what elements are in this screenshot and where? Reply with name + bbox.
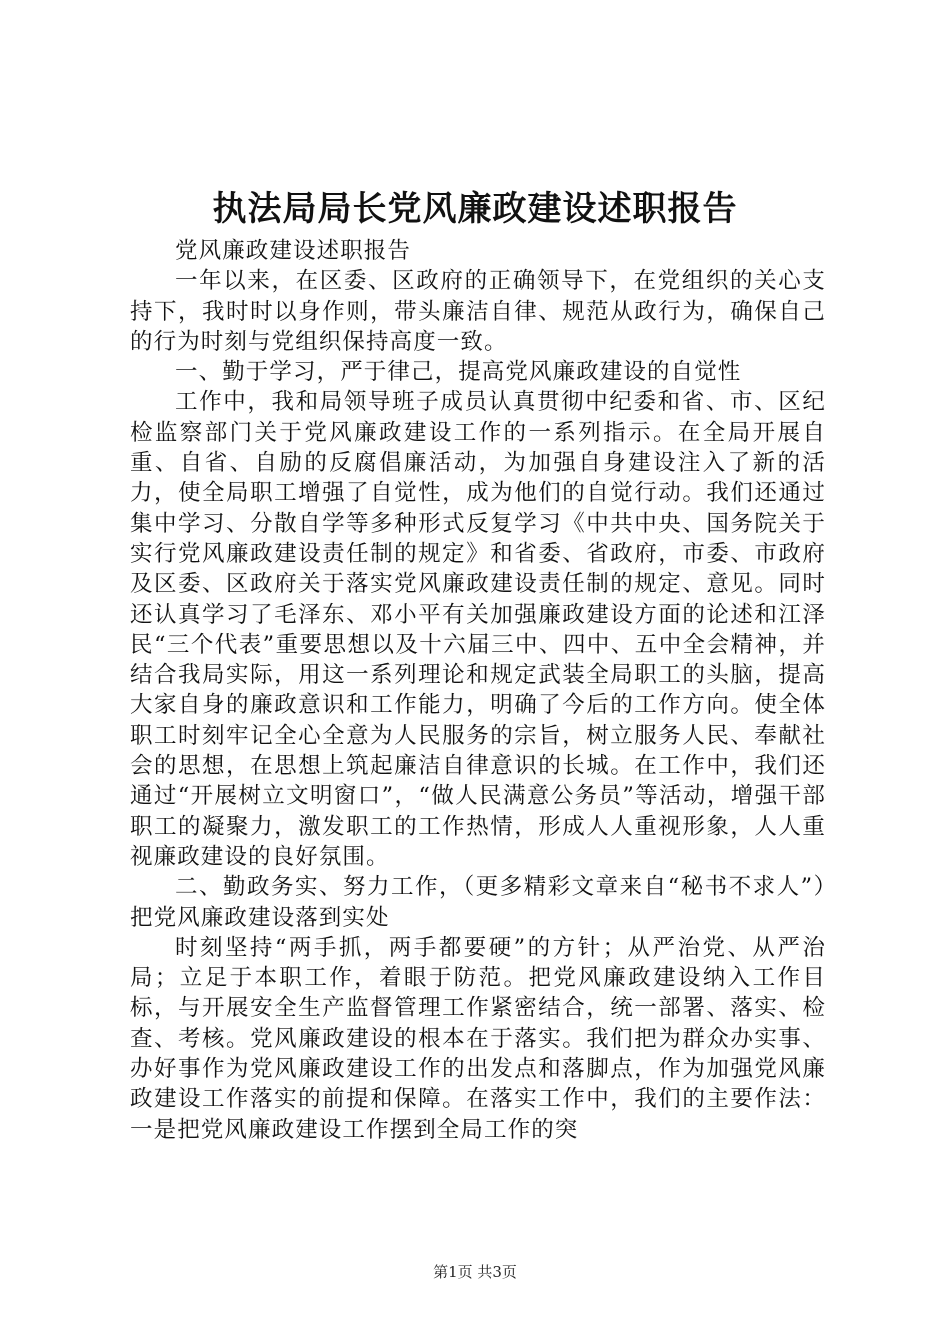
subtitle-paragraph: 党风廉政建设述职报告 xyxy=(175,238,412,264)
document-body xyxy=(130,236,826,1145)
section-2-paragraph: 时刻坚持“两手抓，两手都要硬”的方针；从严治党、从严治局；立足于本职工作，着眼于防范。把党风廉政建设纳入工作目标，与开展安全生产监督管理工作紧密结合，统一部署、落实、检查、考核。党风廉政建设的根本在于落实。我们把为群众办实事、办好事作为党风廉政建设工作的出发点和落脚点，作为加强党风廉政建设工作落实的前提和保障。在落实工作中，我们的主要作法：一是把党风廉政建设工作摆到全局工作的突 xyxy=(130,934,826,1143)
section-1-paragraph: 工作中，我和局领导班子成员认真贯彻中纪委和省、市、区纪检监察部门关于党风廉政建设工作的一系列指示。在全局开展自重、自省、自励的反腐倡廉活动，为加强自身建设注入了新的活力，使全局职工增强了自觉性，成为他们的自觉行动。我们还通过集中学习、分散自学等多种形式反复学习《中共中央、国务院关于实行党风廉政建设责任制的规定》和省委、省政府，市委、市政府及区委、区政府关于落实党风廉政建设责任制的规定、意见。同时还认真学习了毛泽东、邓小平有关加强廉政建设方面的论述和江泽民“三个代表”重要思想以及十六届三中、四中、五中全会精神，并结合我局实际，用这一系列理论和规定武装全局职工的头脑，提高大家自身的廉政意识和工作能力，明确了今后的工作方向。使全体职工时刻牢记全心全意为人民服务的宗旨，树立服务人民、奉献社会的思想，在思想上筑起廉洁自律意识的长城。在工作中，我们还通过“开展树立文明窗口”，“做人民满意公务员”等活动，增强干部职工的凝聚力，激发职工的工作热情，形成人人重视形象，人人重视廉政建设的良好氛围。 xyxy=(130,389,826,870)
section-heading-1: 一、勤于学习，严于律己，提高党风廉政建设的自觉性 xyxy=(175,359,742,386)
document-title: 执法局局长党风廉政建设述职报告 xyxy=(212,189,738,229)
intro-paragraph: 一年以来，在区委、区政府的正确领导下，在党组织的关心支持下，我时时以身作则，带头廉洁自律、规范从政行为，确保自己的行为时刻与党组织保持高度一致。 xyxy=(130,268,826,355)
page-footer: 第1页 共3页 xyxy=(433,1263,517,1281)
section-heading-2: 二、勤政务实、努力工作，（更多精彩文章来自“秘书不求人”）把党风廉政建设落到实处 xyxy=(130,874,826,931)
